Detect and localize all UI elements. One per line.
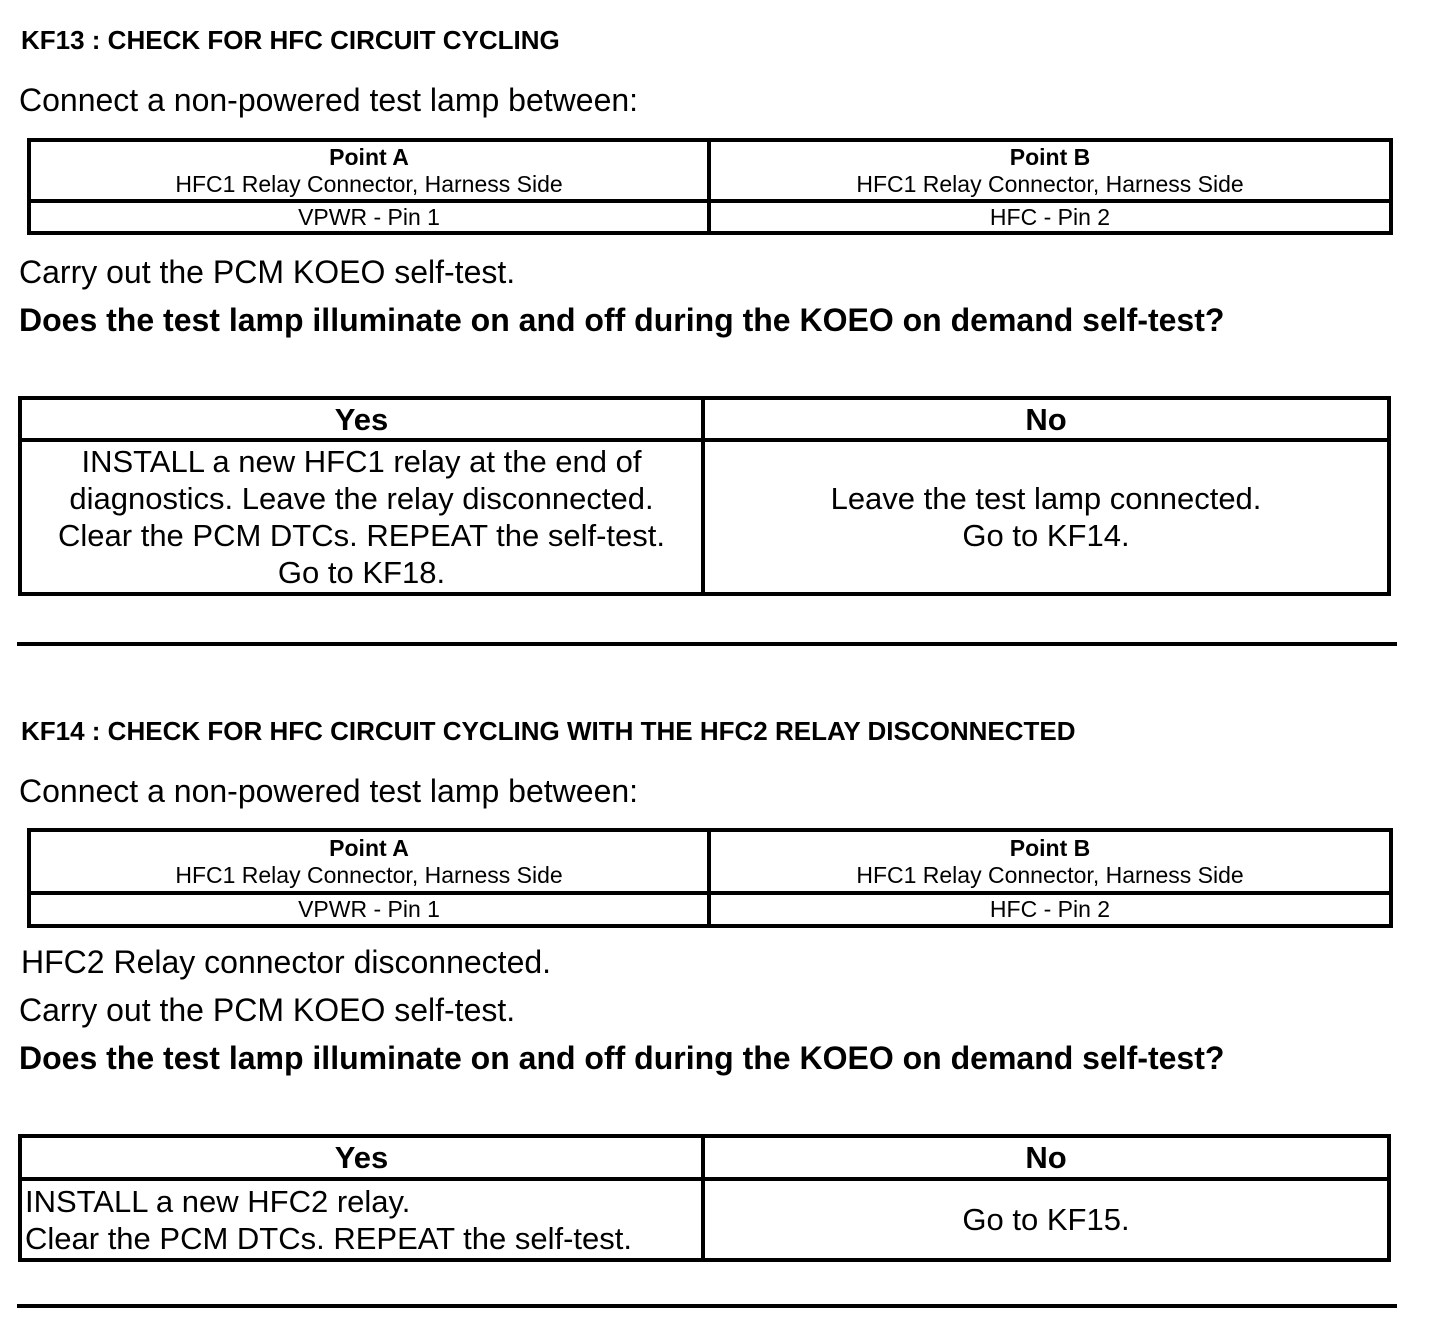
no-action <box>703 1179 1389 1260</box>
yes-header: Yes <box>20 398 703 440</box>
test-points-table <box>27 828 1393 928</box>
point-a-header <box>29 140 709 201</box>
yes-action-line: Clear the PCM DTCs. REPEAT the self-test. <box>25 1220 632 1256</box>
point-a-location: HFC1 Relay Connector, Harness Side <box>175 861 563 888</box>
point-a-header <box>29 830 709 893</box>
yes-action <box>20 1179 703 1260</box>
point-b-header <box>709 140 1391 201</box>
instruction-line: Carry out the PCM KOEO self-test. <box>19 992 516 1028</box>
point-b-pin: HFC - Pin 2 <box>709 201 1391 233</box>
point-a-label: Point A <box>329 143 409 170</box>
test-points-table <box>27 138 1393 235</box>
section-divider <box>17 642 1397 646</box>
test-question: Does the test lamp illuminate on and off during the KOEO on demand self-test? <box>19 1040 1225 1076</box>
point-b-location: HFC1 Relay Connector, Harness Side <box>856 861 1244 888</box>
instruction-line: Carry out the PCM KOEO self-test. <box>19 254 516 290</box>
no-header: No <box>703 398 1389 440</box>
step-heading: KF14 : CHECK FOR HFC CIRCUIT CYCLING WITH THE HFC2 RELAY DISCONNECTED <box>21 716 1076 746</box>
yes-action <box>20 440 703 594</box>
yes-action-line: Go to KF18. <box>277 555 446 590</box>
yes-action-line: INSTALL a new HFC2 relay. <box>25 1183 411 1219</box>
point-b-label: Point B <box>1009 834 1091 861</box>
no-header: No <box>703 1136 1389 1179</box>
point-b-header <box>709 830 1391 893</box>
no-action <box>703 440 1389 594</box>
point-a-pin: VPWR - Pin 1 <box>29 893 709 926</box>
instruction-line: HFC2 Relay connector disconnected. <box>21 944 552 980</box>
point-b-location: HFC1 Relay Connector, Harness Side <box>856 170 1244 197</box>
test-question: Does the test lamp illuminate on and off during the KOEO on demand self-test? <box>19 302 1225 338</box>
point-b-label: Point B <box>1009 143 1091 170</box>
no-action-line: Go to KF14. <box>962 518 1130 553</box>
yes-action-line: INSTALL a new HFC1 relay at the end of <box>81 444 642 479</box>
connect-instruction: Connect a non-powered test lamp between: <box>19 773 639 809</box>
section-divider <box>17 1304 1397 1308</box>
yes-action-line: Clear the PCM DTCs. REPEAT the self-test. <box>58 518 665 553</box>
yes-header: Yes <box>20 1136 703 1179</box>
step-heading: KF13 : CHECK FOR HFC CIRCUIT CYCLING <box>21 25 560 55</box>
point-a-pin: VPWR - Pin 1 <box>29 201 709 233</box>
point-a-location: HFC1 Relay Connector, Harness Side <box>175 170 563 197</box>
yes-no-table <box>18 1134 1391 1262</box>
no-action-line: Leave the test lamp connected. <box>830 481 1262 516</box>
point-b-pin: HFC - Pin 2 <box>709 893 1391 926</box>
connect-instruction: Connect a non-powered test lamp between: <box>19 82 639 118</box>
point-a-label: Point A <box>329 834 409 861</box>
no-action-line: Go to KF15. <box>962 1202 1130 1237</box>
yes-action-line: diagnostics. Leave the relay disconnected. <box>69 481 654 516</box>
yes-no-table <box>18 396 1391 596</box>
